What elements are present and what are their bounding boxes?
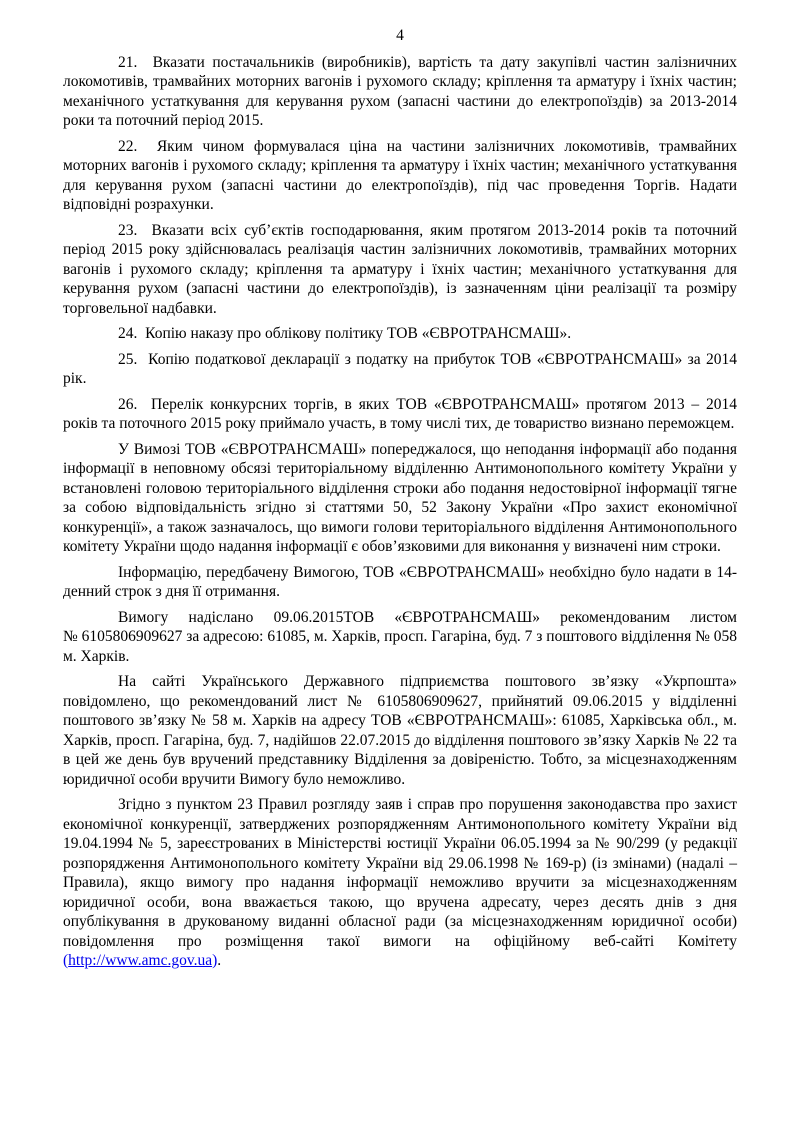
document-body bbox=[63, 53, 737, 971]
paragraph-item-25: 25. Копію податкової декларації з податку на прибуток ТОВ «ЄВРОТРАНСМАШ» за 2014 рік. bbox=[63, 350, 737, 387]
paragraph-text: . bbox=[217, 952, 222, 969]
page-number: 4 bbox=[396, 27, 404, 44]
link-open-paren: ( bbox=[63, 952, 69, 969]
paragraph-item-24: 24. Копію наказу про облікову політику ТОВ «ЄВРОТРАНСМАШ». bbox=[118, 325, 572, 342]
link-close-paren: ) bbox=[212, 952, 218, 969]
paragraph-item-26: 26. Перелік конкурсних торгів, в яких ТОВ «ЄВРОТРАНСМАШ» протягом 2013 – 2014 років та поточного 2015 року приймало участь, в тому числі тих, де товариство визнано переможцем. bbox=[63, 395, 737, 432]
paragraph-deadline: Інформацію, передбачену Вимогою, ТОВ «ЄВРОТРАНСМАШ» необхідно було надати в 14-денний строк з дня її отримання. bbox=[63, 563, 737, 600]
paragraph-warning: У Вимозі ТОВ «ЄВРОТРАНСМАШ» попереджалося, що неподання інформації або подання інформації в неповному обсязі територіальному відділенню Антимонопольного комітету України у встановлені головою територіального відділення строки або подання недостовірної інформації тягне за собою відповідальність згідно зі статтями 50, 52 Закону України «Про захист економічної конкуренції», а також зазначалось, що вимоги голови територіального відділення Антимонопольного комітету України щодо надання інформації є обов’язковими для виконання у визначені ним строки. bbox=[63, 440, 737, 555]
paragraph-ukrposhta: На сайті Українського Державного підприємства поштового зв’язку «Укрпошта» повідомлено, що рекомендований лист № 6105806909627, прийнятий 09.06.2015 у відділенні поштового зв’язку № 58 м. Харків на адресу ТОВ «ЄВРОТРАНСМАШ»: 61085, Харківська обл., м. Харків, просп. Гагаріна, буд. 7, надійшов 22.07.2015 до відділення поштового зв’язку Харків № 22 та в цей же день був вручений представнику Відділення за довіреністю. Тобто, за місцезнаходженням юридичної особи вручити Вимогу було неможливо. bbox=[63, 673, 737, 788]
paragraph-item-22: 22. Яким чином формувалася ціна на частини залізничних локомотивів, трамвайних моторних вагонів і рухомого складу; кріплення та арматуру і їхніх частин; механічного устаткування для керування рухом (запасні частини до електропоїздів), під час проведення Торгів. Надати відповідні розрахунки. bbox=[63, 137, 737, 213]
amc-website-link[interactable]: http://www.amc.gov.ua bbox=[68, 952, 213, 969]
paragraph-item-21: 21. Вказати постачальників (виробників), вартість та дату закупівлі частин залізничних локомотивів, трамвайних моторних вагонів і рухомого складу; кріплення та арматуру і їхніх частин; механічного устаткування для керування рухом (запасні частини до електропоїздів) за 2013-2014 роки та поточний період 2015. bbox=[63, 53, 737, 129]
paragraph-mailing: Вимогу надіслано 09.06.2015ТОВ «ЄВРОТРАНСМАШ» рекомендованим листом № 6105806909627 за адресою: 61085, м. Харків, просп. Гагаріна, буд. 7 з поштового відділення № 058 м. Харків. bbox=[63, 608, 737, 665]
paragraph-item-23: 23. Вказати всіх суб’єктів господарювання, яким протягом 2013-2014 років та поточний період 2015 року здійснювалась реалізація частин залізничних локомотивів, трамвайних моторних вагонів і рухомого складу; кріплення та арматуру і їхніх частин; механічного устаткування для керування рухом (запасні частини до електропоїздів), із зазначенням ціни реалізації та розміру торговельної надбавки. bbox=[63, 221, 737, 317]
paragraph-rules-with-link bbox=[63, 795, 737, 971]
paragraph-text: Згідно з пунктом 23 Правил розгляду заяв і справ про порушення законодавства про захист економічної конкуренції, затверджених розпорядженням Антимонопольного комітету України від 19.04.1994 № 5, зареєстрованих в Міністерстві юстиції України 06.05.1994 за № 90/299 (у редакції розпорядження Антимонопольного комітету України від 29.06.1998 № 169-р) (із змінами) (надалі – Правила), якщо вимогу про надання інформації неможливо вручити за місцезнаходженням юридичної особи, вона вважається такою, що вручена адресату, через десять днів з дня опублікування в друкованому виданні обласної ради (за місцезнаходженням юридичної особи) повідомлення про розміщення такої вимоги на офіційному веб-сайті Комітету bbox=[63, 796, 737, 950]
